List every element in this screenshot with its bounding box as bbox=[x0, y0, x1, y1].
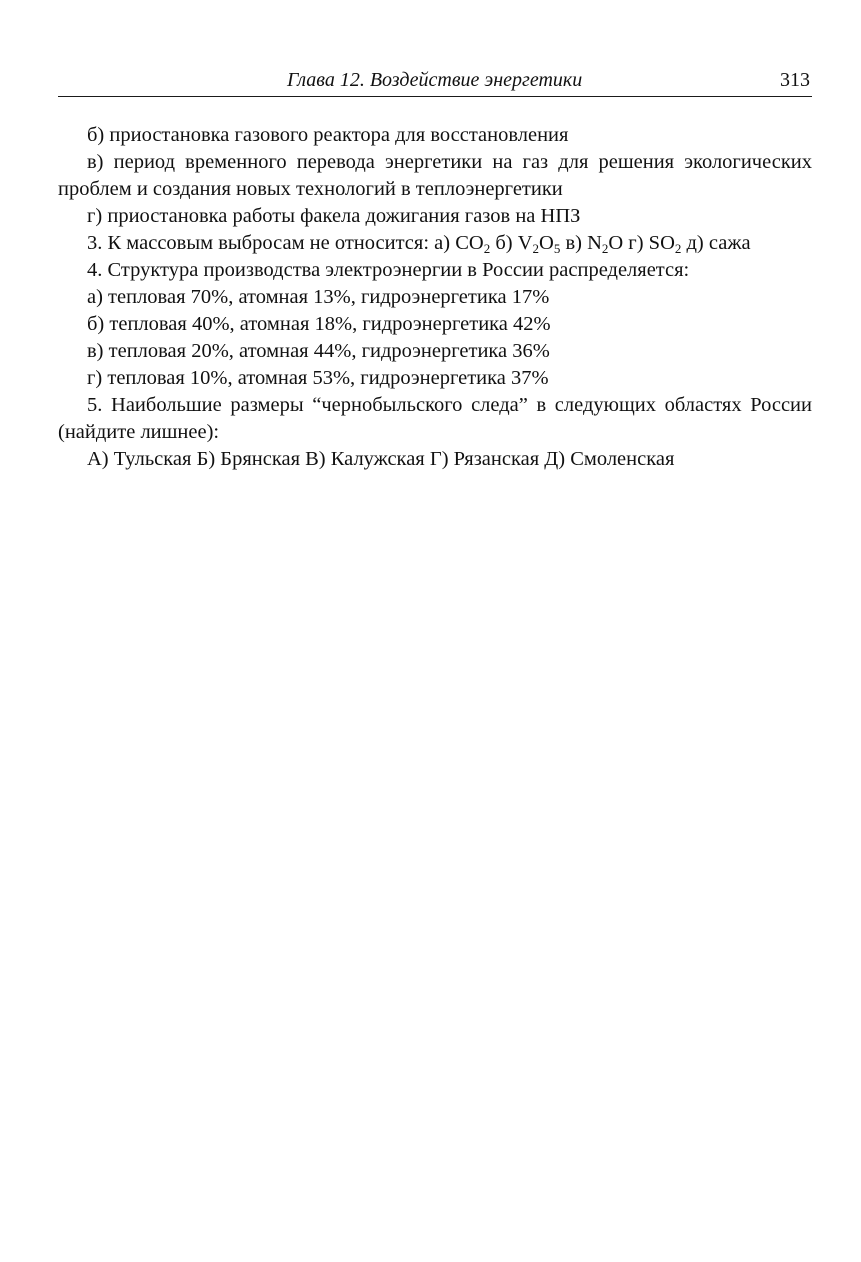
q3-so-subscript: 2 bbox=[674, 241, 682, 256]
q3-n-subscript: 2 bbox=[601, 241, 609, 256]
option-v-line: в) период временного перевода энергетики на газ для решения экологических проблем и создания новых технологий в теплоэнергетики bbox=[58, 151, 812, 200]
page-header bbox=[58, 66, 812, 97]
q4-option-g: г) тепловая 10%, атомная 53%, гидроэнергетика 37% bbox=[87, 367, 549, 389]
option-g-line: г) приостановка работы факела дожигания газов на НПЗ bbox=[87, 205, 581, 227]
q3-o-subscript: 5 bbox=[553, 241, 561, 256]
q3-part-d: д) сажа bbox=[681, 232, 751, 254]
question-5: 5. Наибольшие размеры “чернобыльского следа” в следующих областях России (найдите лишнее): bbox=[58, 394, 812, 443]
q3-part-v: в) N bbox=[560, 232, 602, 254]
q3-v-subscript: 2 bbox=[532, 241, 539, 256]
q4-option-a: а) тепловая 70%, атомная 13%, гидроэнергетика 17% bbox=[87, 286, 550, 308]
q5-answers: А) Тульская Б) Брянская В) Калужская Г) Рязанская Д) Смоленская bbox=[87, 448, 675, 470]
q3-part-b: б) V bbox=[490, 232, 533, 254]
q3-intro: 3. К массовым выбросам не относится: а) СО bbox=[87, 232, 484, 254]
page-number: 313 bbox=[780, 69, 810, 91]
body-text bbox=[58, 122, 812, 473]
running-title: Глава 12. Воздействие энергетики bbox=[287, 69, 583, 91]
q3-o-letter: O bbox=[539, 232, 554, 254]
option-b-line: б) приостановка газового реактора для восстановления bbox=[87, 124, 569, 146]
question-3 bbox=[58, 230, 812, 257]
q3-part-g: O г) SO bbox=[608, 232, 675, 254]
q4-option-v: в) тепловая 20%, атомная 44%, гидроэнергетика 36% bbox=[87, 340, 550, 362]
q3-co-subscript: 2 bbox=[483, 241, 491, 256]
question-4: 4. Структура производства электроэнергии в России распределяется: bbox=[87, 259, 690, 281]
q4-option-b: б) тепловая 40%, атомная 18%, гидроэнергетика 42% bbox=[87, 313, 551, 335]
